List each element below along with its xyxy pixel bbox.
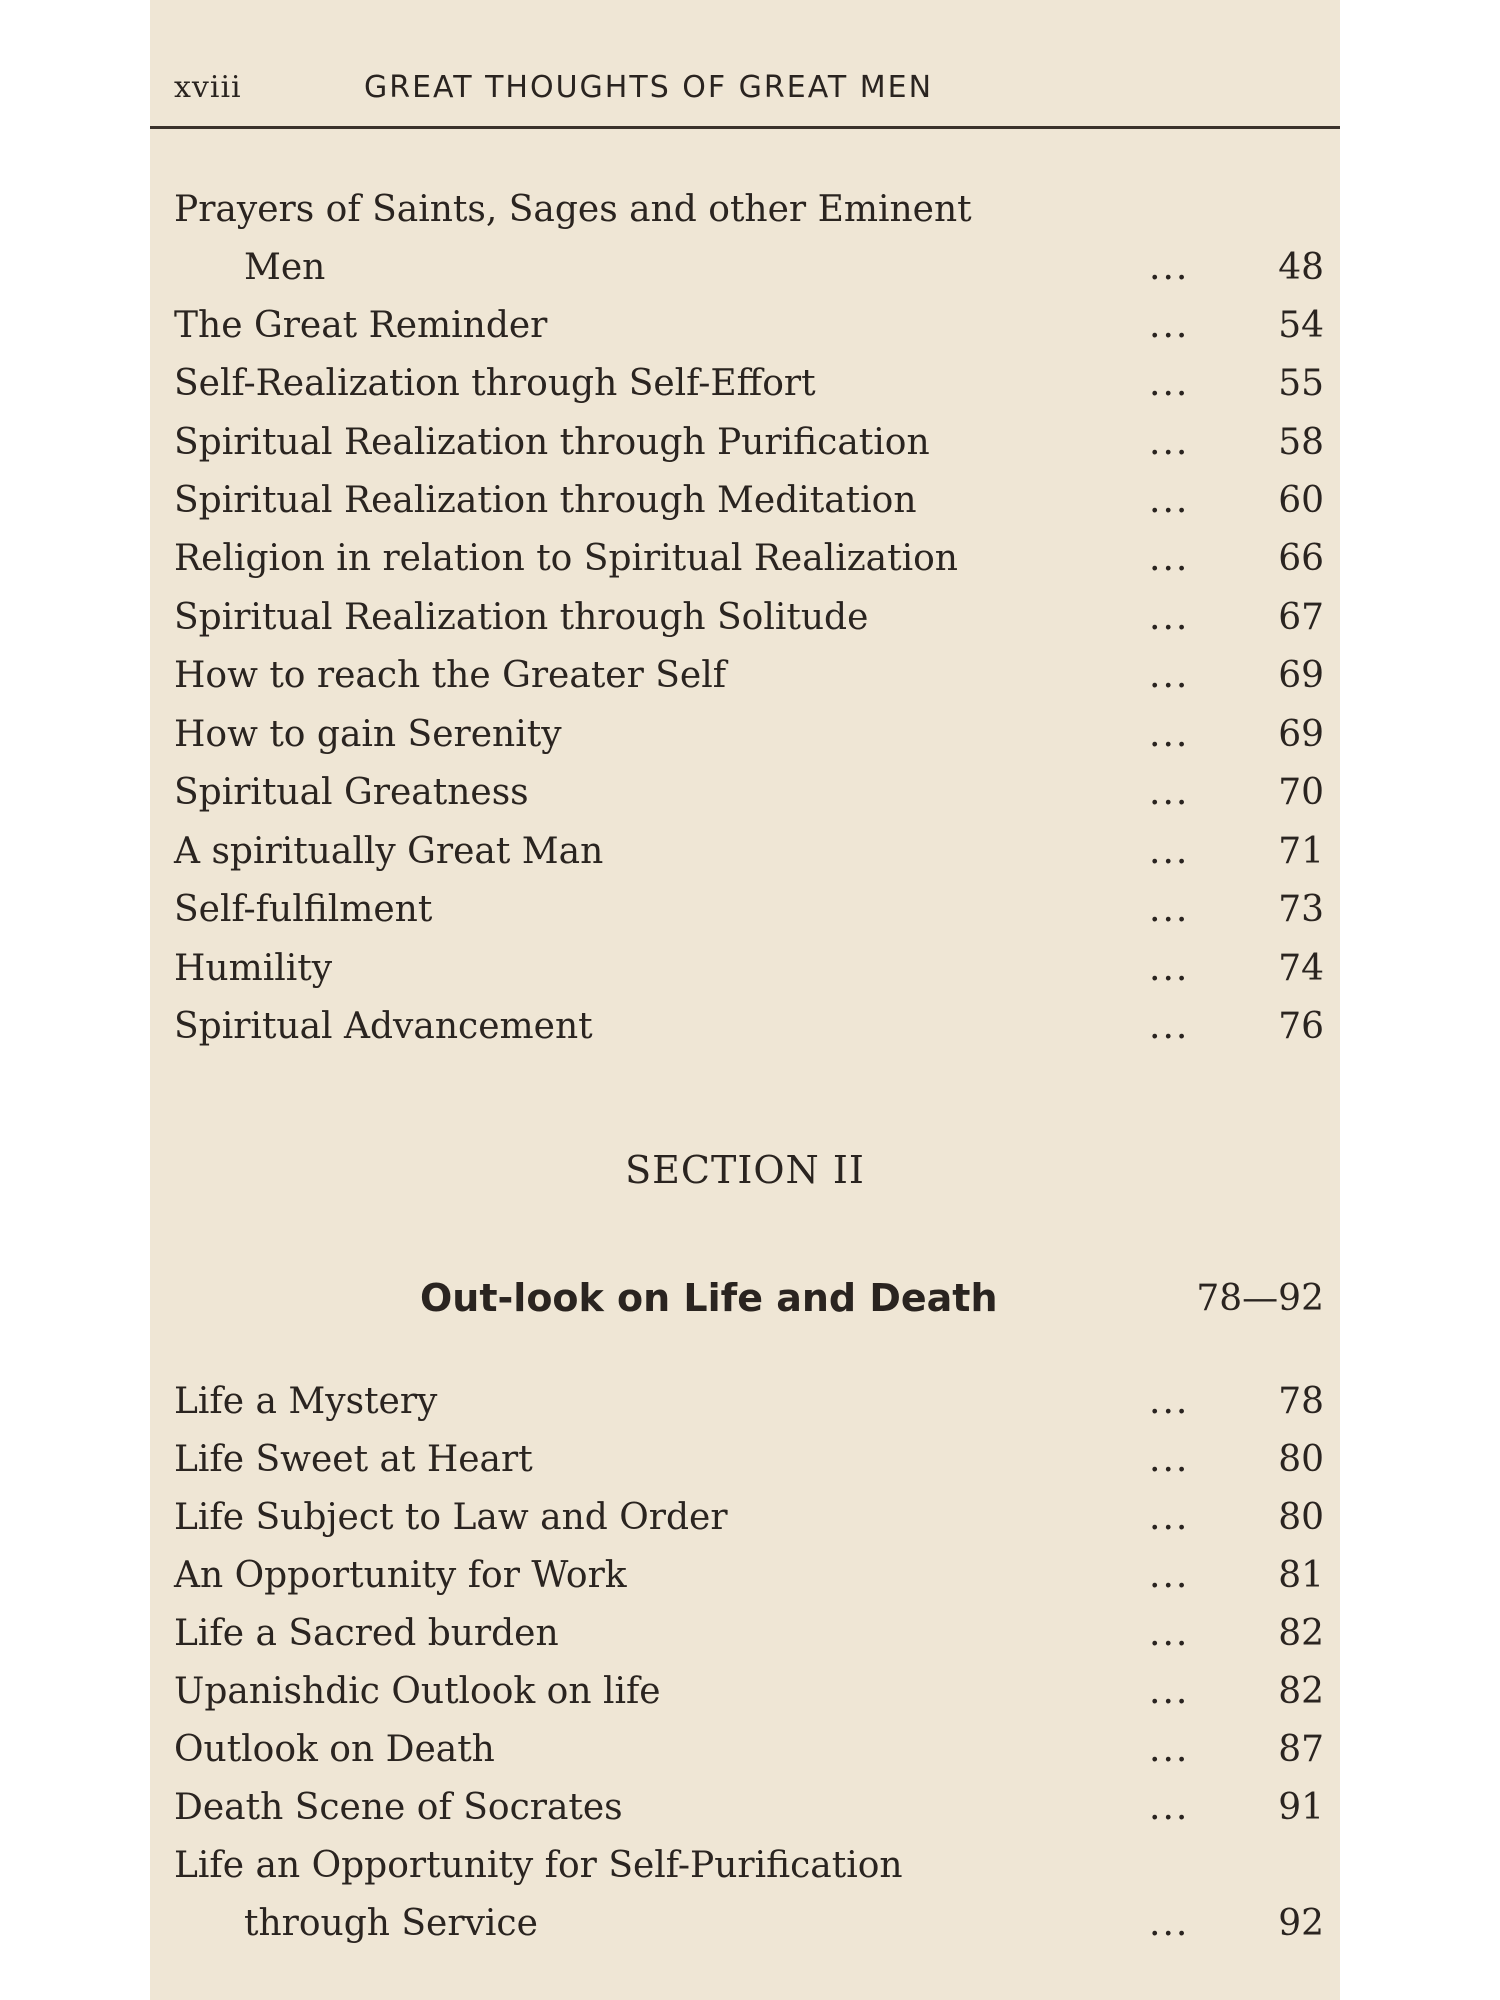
toc-entry-title: Outlook on Death [174,1729,495,1770]
leader-dots: ... [1149,1903,1190,1944]
toc-entry-page: 82 [1278,1671,1324,1712]
toc-entry [174,1003,1324,1051]
toc-entry-page: 58 [1278,422,1324,463]
toc-entry-page: 73 [1278,889,1324,930]
toc-entry-page: 69 [1278,714,1324,755]
section-heading: SECTION II [625,1148,865,1192]
leader-dots: ... [1149,1439,1190,1480]
toc-entry-title: A spiritually Great Man [174,831,604,872]
toc-entry-title: An Opportunity for Work [174,1555,627,1596]
toc-entry [174,186,1324,234]
toc-entry [174,652,1324,700]
toc-entry [174,419,1324,467]
toc-entry [174,769,1324,817]
toc-entry-page: 81 [1278,1555,1324,1596]
toc-entry-page: 66 [1278,538,1324,579]
toc-entry [174,1378,1324,1426]
toc-entry-title: Spiritual Advancement [174,1006,593,1047]
toc-entry-page: 60 [1278,480,1324,521]
toc-entry-page: 71 [1278,831,1324,872]
toc-entry-page: 76 [1278,1006,1324,1047]
toc-entry-title: Life a Sacred burden [174,1613,559,1654]
toc-entry-title-continuation: Men [244,247,326,288]
toc-entry [174,535,1324,583]
toc-entry-title: Prayers of Saints, Sages and other Eminent [174,189,972,230]
page-header [174,70,933,105]
toc-entry-title: Spiritual Realization through Meditation [174,480,917,521]
toc-entry [174,828,1324,876]
toc-entry [174,711,1324,759]
leader-dots: ... [1149,1381,1190,1422]
toc-entry-title: Spiritual Realization through Solitude [174,597,869,638]
leader-dots: ... [1149,305,1190,346]
toc-entry-title: Humility [174,948,333,989]
toc-entry-title: Death Scene of Socrates [174,1787,623,1828]
header-rule [150,126,1340,129]
toc-entry [174,1784,1324,1832]
leader-dots: ... [1149,1006,1190,1047]
toc-entry-continuation [174,1900,1324,1948]
leader-dots: ... [1149,1497,1190,1538]
toc-entry-title: Self-fulfilment [174,889,433,930]
toc-entry [174,1552,1324,1600]
toc-entry [174,594,1324,642]
leader-dots: ... [1149,247,1190,288]
toc-entry [174,302,1324,350]
toc-entry-page: 70 [1278,772,1324,813]
leader-dots: ... [1149,597,1190,638]
leader-dots: ... [1149,422,1190,463]
leader-dots: ... [1149,480,1190,521]
toc-entry-page: 92 [1278,1903,1324,1944]
toc-entry [174,1726,1324,1774]
toc-entry [174,1842,1324,1890]
toc-entry-page: 55 [1278,363,1324,404]
toc-entry-title: Self-Realization through Self-Effort [174,363,816,404]
toc-entry-page: 87 [1278,1729,1324,1770]
toc-entry [174,1494,1324,1542]
toc-entry-title: The Great Reminder [174,305,548,346]
toc-entry-title: Life a Mystery [174,1381,438,1422]
toc-entry-page: 74 [1278,948,1324,989]
toc-entry-title: Upanishdic Outlook on life [174,1671,661,1712]
subsection-page-range: 78—92 [1196,1278,1324,1319]
toc-entry-title: Spiritual Greatness [174,772,529,813]
leader-dots: ... [1149,948,1190,989]
leader-dots: ... [1149,1555,1190,1596]
toc-entry-page: 67 [1278,597,1324,638]
leader-dots: ... [1149,1613,1190,1654]
toc-entry [174,1668,1324,1716]
page-number: xviii [174,70,242,105]
toc-entry-page: 82 [1278,1613,1324,1654]
toc-entry-title: Religion in relation to Spiritual Realization [174,538,958,579]
leader-dots: ... [1149,1671,1190,1712]
toc-entry-title: Life Subject to Law and Order [174,1497,728,1538]
toc-entry [174,1436,1324,1484]
toc-entry-title: Life Sweet at Heart [174,1439,533,1480]
leader-dots: ... [1149,772,1190,813]
toc-entry [174,945,1324,993]
leader-dots: ... [1149,1729,1190,1770]
toc-entry-page: 91 [1278,1787,1324,1828]
subsection-heading: Out-look on Life and Death [420,1276,998,1320]
toc-entry [174,886,1324,934]
book-title: GREAT THOUGHTS OF GREAT MEN [364,70,934,105]
toc-entry-page: 80 [1278,1497,1324,1538]
toc-entry-page: 78 [1278,1381,1324,1422]
toc-entry-title: Spiritual Realization through Purification [174,422,930,463]
leader-dots: ... [1149,714,1190,755]
toc-entry-title: How to reach the Greater Self [174,655,727,696]
toc-entry-title: Life an Opportunity for Self-Purification [174,1845,903,1886]
leader-dots: ... [1149,889,1190,930]
toc-entry-page: 69 [1278,655,1324,696]
toc-entry-page: 54 [1278,305,1324,346]
toc-entry [174,1610,1324,1658]
toc-entry [174,360,1324,408]
leader-dots: ... [1149,538,1190,579]
toc-entry-page: 80 [1278,1439,1324,1480]
leader-dots: ... [1149,831,1190,872]
leader-dots: ... [1149,655,1190,696]
book-page [150,0,1340,2000]
toc-entry-continuation [174,244,1324,292]
leader-dots: ... [1149,363,1190,404]
toc-entry [174,477,1324,525]
toc-entry-title-continuation: through Service [244,1903,538,1944]
leader-dots: ... [1149,1787,1190,1828]
toc-entry-title: How to gain Serenity [174,714,562,755]
toc-entry-page: 48 [1278,247,1324,288]
